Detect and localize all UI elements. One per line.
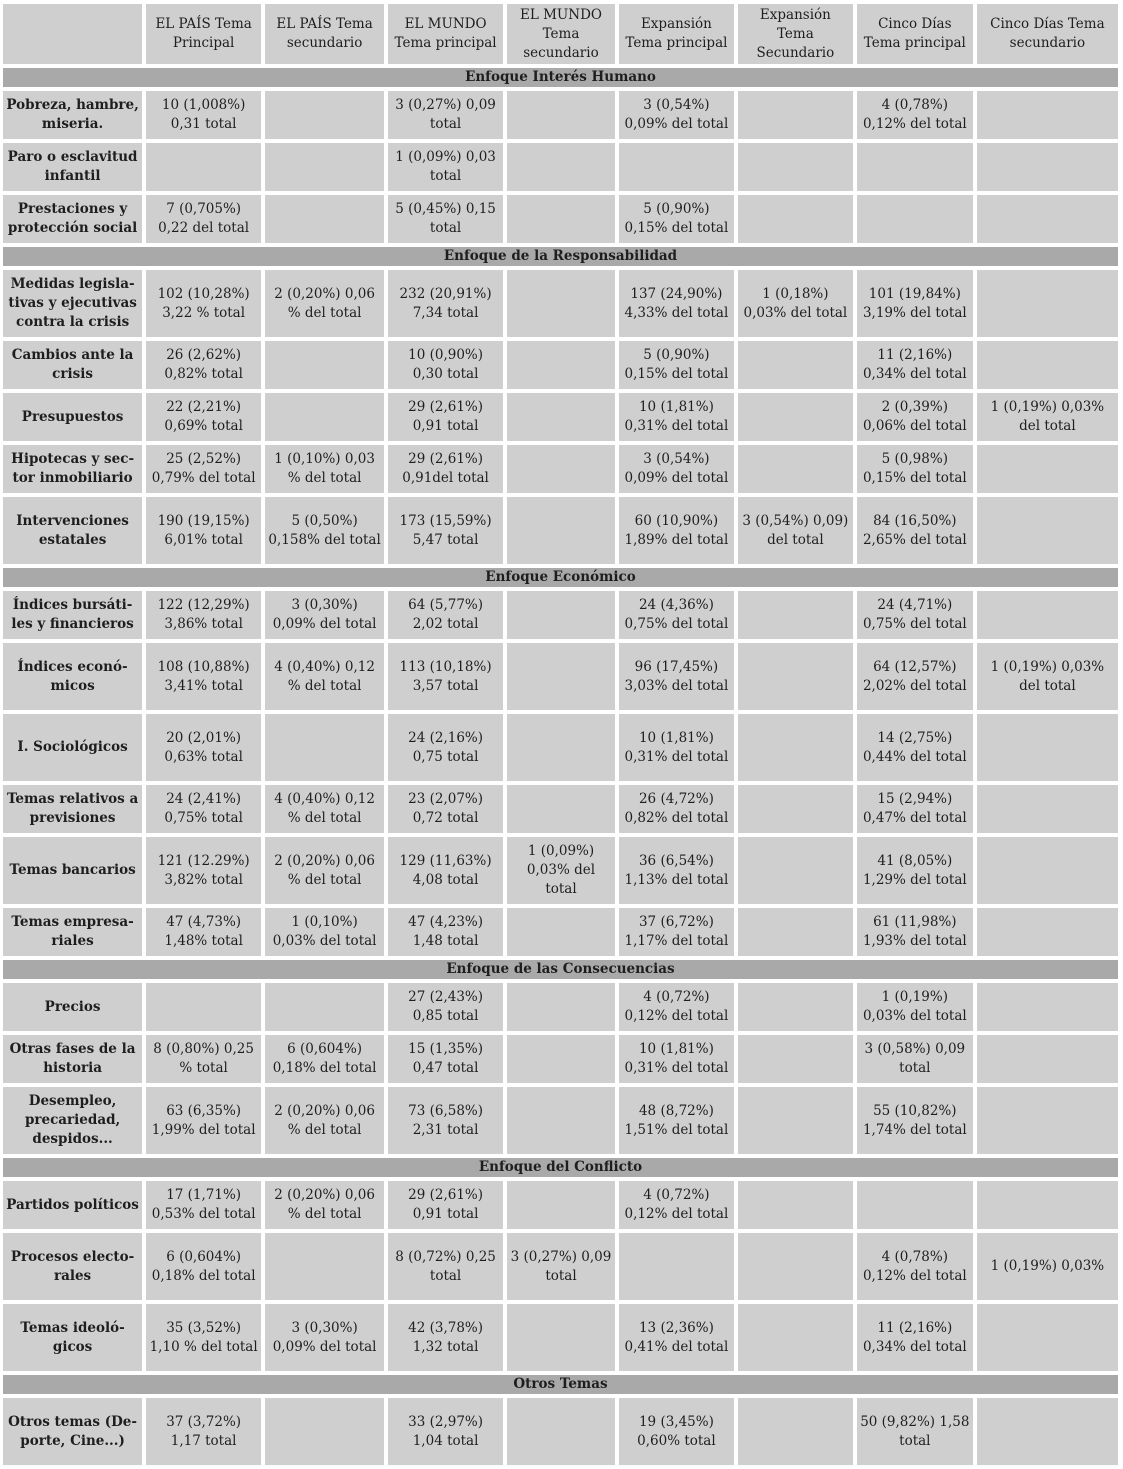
table-cell: 25 (2,52%) 0,79% del total bbox=[146, 445, 261, 493]
table-cell: 35 (3,52%) 1,10 % del total bbox=[146, 1304, 261, 1371]
table-cell bbox=[507, 1398, 615, 1465]
table-cell: 5 (0,45%) 0,15 total bbox=[388, 195, 503, 243]
table-cell bbox=[977, 1304, 1118, 1371]
table-cell: 6 (0,604%) 0,18% del total bbox=[146, 1233, 261, 1300]
table-cell: 33 (2,97%) 1,04 total bbox=[388, 1398, 503, 1465]
table-cell bbox=[507, 1304, 615, 1371]
table-cell: 1 (0,10%) 0,03 % del total bbox=[265, 445, 384, 493]
table-cell: 63 (6,35%) 1,99% del total bbox=[146, 1087, 261, 1154]
table-cell bbox=[738, 785, 853, 833]
table-cell: 5 (0,90%) 0,15% del total bbox=[619, 341, 734, 389]
table-cell: 37 (3,72%) 1,17 total bbox=[146, 1398, 261, 1465]
table-cell: 122 (12,29%) 3,86% total bbox=[146, 591, 261, 639]
row-label: Desempleo, precariedad, despidos... bbox=[3, 1087, 142, 1154]
table-cell bbox=[619, 143, 734, 191]
table-row bbox=[3, 270, 1118, 337]
table-cell bbox=[738, 393, 853, 441]
table-cell: 121 (12.29%) 3,82% total bbox=[146, 837, 261, 904]
table-cell: 10 (1,008%) 0,31 total bbox=[146, 91, 261, 139]
row-label: Precios bbox=[3, 983, 142, 1031]
table-cell bbox=[507, 497, 615, 564]
table-cell bbox=[507, 1181, 615, 1229]
table-cell: 101 (19,84%) 3,19% del total bbox=[857, 270, 973, 337]
table-cell bbox=[977, 341, 1118, 389]
row-label: Otros temas (De-porte, Cine...) bbox=[3, 1398, 142, 1465]
table-cell bbox=[265, 1233, 384, 1300]
table-cell: 8 (0,72%) 0,25 total bbox=[388, 1233, 503, 1300]
table-cell: 50 (9,82%) 1,58 total bbox=[857, 1398, 973, 1465]
table-cell bbox=[507, 341, 615, 389]
table-cell: 5 (0,50%) 0,158% del total bbox=[265, 497, 384, 564]
table-cell bbox=[738, 983, 853, 1031]
table-cell: 4 (0,78%) 0,12% del total bbox=[857, 91, 973, 139]
table-cell: 36 (6,54%) 1,13% del total bbox=[619, 837, 734, 904]
table-row bbox=[3, 1233, 1118, 1300]
table-cell: 20 (2,01%) 0,63% total bbox=[146, 714, 261, 781]
section-title: Enfoque Interés Humano bbox=[3, 68, 1118, 87]
header-cell: EL MUNDO Tema principal bbox=[388, 4, 503, 64]
table-cell: 15 (1,35%) 0,47 total bbox=[388, 1035, 503, 1083]
table-cell: 96 (17,45%) 3,03% del total bbox=[619, 643, 734, 710]
table-cell bbox=[507, 1035, 615, 1083]
table-cell: 1 (0,10%) 0,03% del total bbox=[265, 908, 384, 956]
table-cell: 102 (10,28%) 3,22 % total bbox=[146, 270, 261, 337]
section-header-row bbox=[3, 68, 1118, 87]
table-body bbox=[3, 68, 1118, 1465]
table-cell bbox=[977, 908, 1118, 956]
table-cell: 55 (10,82%) 1,74% del total bbox=[857, 1087, 973, 1154]
table-row bbox=[3, 1181, 1118, 1229]
section-header-row bbox=[3, 568, 1118, 587]
table-row bbox=[3, 785, 1118, 833]
table-cell: 4 (0,40%) 0,12 % del total bbox=[265, 785, 384, 833]
header-cell: Expansión Tema principal bbox=[619, 4, 734, 64]
table-cell bbox=[738, 837, 853, 904]
table-cell bbox=[738, 1181, 853, 1229]
table-cell: 3 (0,27%) 0,09 total bbox=[388, 91, 503, 139]
table-cell: 8 (0,80%) 0,25 % total bbox=[146, 1035, 261, 1083]
table-cell bbox=[977, 1398, 1118, 1465]
table-cell: 10 (1,81%) 0,31% del total bbox=[619, 393, 734, 441]
table-cell: 1 (0,19%) 0,03% del total bbox=[977, 393, 1118, 441]
table-cell bbox=[738, 1087, 853, 1154]
table-cell: 3 (0,30%) 0,09% del total bbox=[265, 591, 384, 639]
table-cell bbox=[507, 1087, 615, 1154]
table-cell: 73 (6,58%) 2,31 total bbox=[388, 1087, 503, 1154]
table-cell bbox=[977, 143, 1118, 191]
table-cell: 1 (0,09%) 0,03 total bbox=[388, 143, 503, 191]
table-cell: 41 (8,05%) 1,29% del total bbox=[857, 837, 973, 904]
header-row bbox=[3, 4, 1118, 64]
table-cell: 1 (0,19%) 0,03% bbox=[977, 1233, 1118, 1300]
table-cell bbox=[507, 643, 615, 710]
table-cell bbox=[977, 91, 1118, 139]
row-label: Índices econó-micos bbox=[3, 643, 142, 710]
table-cell bbox=[857, 143, 973, 191]
table-cell: 13 (2,36%) 0,41% del total bbox=[619, 1304, 734, 1371]
table-cell: 10 (0,90%) 0,30 total bbox=[388, 341, 503, 389]
table-cell: 3 (0,54%) 0,09% del total bbox=[619, 445, 734, 493]
table-cell: 3 (0,30%) 0,09% del total bbox=[265, 1304, 384, 1371]
header-cell: Cinco Días Tema principal bbox=[857, 4, 973, 64]
table-cell: 173 (15,59%) 5,47 total bbox=[388, 497, 503, 564]
table-cell bbox=[977, 1181, 1118, 1229]
table-cell: 7 (0,705%) 0,22 del total bbox=[146, 195, 261, 243]
table-cell: 5 (0,90%) 0,15% del total bbox=[619, 195, 734, 243]
table-cell: 3 (0,54%) 0,09% del total bbox=[619, 91, 734, 139]
table-cell bbox=[738, 143, 853, 191]
section-header-row bbox=[3, 960, 1118, 979]
table-cell bbox=[977, 270, 1118, 337]
table-cell: 84 (16,50%) 2,65% del total bbox=[857, 497, 973, 564]
table-cell: 2 (0,39%) 0,06% del total bbox=[857, 393, 973, 441]
section-title: Otros Temas bbox=[3, 1375, 1118, 1394]
table-cell bbox=[977, 785, 1118, 833]
table-cell: 19 (3,45%) 0,60% total bbox=[619, 1398, 734, 1465]
table-cell: 48 (8,72%) 1,51% del total bbox=[619, 1087, 734, 1154]
table-cell bbox=[507, 270, 615, 337]
table-cell bbox=[977, 983, 1118, 1031]
table-cell: 10 (1,81%) 0,31% del total bbox=[619, 1035, 734, 1083]
table-cell: 4 (0,72%) 0,12% del total bbox=[619, 983, 734, 1031]
table-cell bbox=[738, 341, 853, 389]
row-label: Medidas legisla-tivas y ejecutivas contra la crisis bbox=[3, 270, 142, 337]
row-label: Temas empresa-riales bbox=[3, 908, 142, 956]
section-title: Enfoque de la Responsabilidad bbox=[3, 247, 1118, 266]
table-cell bbox=[977, 1087, 1118, 1154]
table-cell: 3 (0,58%) 0,09 total bbox=[857, 1035, 973, 1083]
table-cell: 5 (0,98%) 0,15% del total bbox=[857, 445, 973, 493]
table-row bbox=[3, 1304, 1118, 1371]
table-row bbox=[3, 1035, 1118, 1083]
table-cell bbox=[977, 1035, 1118, 1083]
table-cell: 64 (12,57%) 2,02% del total bbox=[857, 643, 973, 710]
table-cell: 29 (2,61%) 0,91 total bbox=[388, 1181, 503, 1229]
table-cell: 26 (2,62%) 0,82% total bbox=[146, 341, 261, 389]
table-cell: 17 (1,71%) 0,53% del total bbox=[146, 1181, 261, 1229]
table-cell: 24 (2,41%) 0,75% total bbox=[146, 785, 261, 833]
table-cell bbox=[977, 591, 1118, 639]
row-label: Cambios ante la crisis bbox=[3, 341, 142, 389]
header-cell: EL PAÍS Tema secundario bbox=[265, 4, 384, 64]
row-label: Temas bancarios bbox=[3, 837, 142, 904]
table-cell bbox=[857, 1181, 973, 1229]
table-cell: 47 (4,73%) 1,48% total bbox=[146, 908, 261, 956]
table-cell bbox=[738, 195, 853, 243]
table-cell bbox=[507, 393, 615, 441]
table-cell: 24 (4,71%) 0,75% del total bbox=[857, 591, 973, 639]
table-cell bbox=[507, 983, 615, 1031]
table-cell bbox=[738, 91, 853, 139]
table-cell bbox=[507, 908, 615, 956]
table-cell: 37 (6,72%) 1,17% del total bbox=[619, 908, 734, 956]
table-cell bbox=[738, 714, 853, 781]
table-cell: 6 (0,604%) 0,18% del total bbox=[265, 1035, 384, 1083]
section-header-row bbox=[3, 1375, 1118, 1394]
table-row bbox=[3, 1087, 1118, 1154]
table-cell bbox=[507, 714, 615, 781]
row-label: Temas ideoló-gicos bbox=[3, 1304, 142, 1371]
table-cell bbox=[507, 195, 615, 243]
row-label: Hipotecas y sec-tor inmobiliario bbox=[3, 445, 142, 493]
table-cell: 42 (3,78%) 1,32 total bbox=[388, 1304, 503, 1371]
table-cell: 27 (2,43%) 0,85 total bbox=[388, 983, 503, 1031]
table-row bbox=[3, 497, 1118, 564]
table-cell bbox=[265, 983, 384, 1031]
table-cell: 2 (0,20%) 0,06 % del total bbox=[265, 1087, 384, 1154]
table-cell: 3 (0,54%) 0,09) del total bbox=[738, 497, 853, 564]
table-cell: 23 (2,07%) 0,72 total bbox=[388, 785, 503, 833]
table-cell bbox=[977, 714, 1118, 781]
row-label: Partidos políticos bbox=[3, 1181, 142, 1229]
row-label: Temas relativos a previsiones bbox=[3, 785, 142, 833]
table-cell: 10 (1,81%) 0,31% del total bbox=[619, 714, 734, 781]
table-cell: 3 (0,27%) 0,09 total bbox=[507, 1233, 615, 1300]
table-cell: 29 (2,61%) 0,91 total bbox=[388, 393, 503, 441]
table-row bbox=[3, 643, 1118, 710]
table-row bbox=[3, 445, 1118, 493]
table-cell bbox=[738, 1304, 853, 1371]
table-cell bbox=[738, 908, 853, 956]
row-label: Prestaciones y protección social bbox=[3, 195, 142, 243]
header-cell-empty bbox=[3, 4, 142, 64]
row-label: I. Sociológicos bbox=[3, 714, 142, 781]
table-cell: 15 (2,94%) 0,47% del total bbox=[857, 785, 973, 833]
header-cell: Expansión Tema Secundario bbox=[738, 4, 853, 64]
row-label: Presupuestos bbox=[3, 393, 142, 441]
table-cell bbox=[265, 393, 384, 441]
row-label: Pobreza, hambre, miseria. bbox=[3, 91, 142, 139]
header-cell: EL PAÍS Tema Principal bbox=[146, 4, 261, 64]
table-cell: 64 (5,77%) 2,02 total bbox=[388, 591, 503, 639]
table-cell bbox=[265, 143, 384, 191]
table-cell: 190 (19,15%) 6,01% total bbox=[146, 497, 261, 564]
section-title: Enfoque Económico bbox=[3, 568, 1118, 587]
table-row bbox=[3, 983, 1118, 1031]
header-cell: Cinco Días Tema secundario bbox=[977, 4, 1118, 64]
table-cell: 47 (4,23%) 1,48 total bbox=[388, 908, 503, 956]
table-cell: 2 (0,20%) 0,06 % del total bbox=[265, 837, 384, 904]
section-title: Enfoque de las Consecuencias bbox=[3, 960, 1118, 979]
table-cell: 22 (2,21%) 0,69% total bbox=[146, 393, 261, 441]
table-row bbox=[3, 1398, 1118, 1465]
table-cell: 1 (0,09%) 0,03% del total bbox=[507, 837, 615, 904]
table-cell: 232 (20,91%) 7,34 total bbox=[388, 270, 503, 337]
table-cell: 113 (10,18%) 3,57 total bbox=[388, 643, 503, 710]
table-cell bbox=[977, 497, 1118, 564]
table-cell bbox=[507, 91, 615, 139]
table-cell: 2 (0,20%) 0,06 % del total bbox=[265, 270, 384, 337]
table-cell bbox=[265, 714, 384, 781]
table-cell bbox=[977, 837, 1118, 904]
section-header-row bbox=[3, 247, 1118, 266]
table-cell bbox=[265, 1398, 384, 1465]
table-cell: 129 (11,63%) 4,08 total bbox=[388, 837, 503, 904]
table-cell: 29 (2,61%) 0,91del total bbox=[388, 445, 503, 493]
table-cell bbox=[738, 591, 853, 639]
table-cell bbox=[977, 195, 1118, 243]
table-row bbox=[3, 908, 1118, 956]
table-cell bbox=[738, 1035, 853, 1083]
table-cell bbox=[507, 143, 615, 191]
table-cell bbox=[507, 591, 615, 639]
table-cell bbox=[265, 195, 384, 243]
table-cell: 4 (0,40%) 0,12 % del total bbox=[265, 643, 384, 710]
table-cell bbox=[146, 983, 261, 1031]
header-cell: EL MUNDO Tema secundario bbox=[507, 4, 615, 64]
table-header bbox=[3, 4, 1118, 64]
table-row bbox=[3, 195, 1118, 243]
table-row bbox=[3, 393, 1118, 441]
table-cell bbox=[146, 143, 261, 191]
table-cell: 61 (11,98%) 1,93% del total bbox=[857, 908, 973, 956]
table-cell: 1 (0,18%) 0,03% del total bbox=[738, 270, 853, 337]
row-label: Intervenciones estatales bbox=[3, 497, 142, 564]
table-cell bbox=[265, 341, 384, 389]
table-cell bbox=[507, 445, 615, 493]
table-cell bbox=[619, 1233, 734, 1300]
row-label: Procesos electo-rales bbox=[3, 1233, 142, 1300]
table-row bbox=[3, 714, 1118, 781]
table-cell bbox=[265, 91, 384, 139]
table-cell: 2 (0,20%) 0,06 % del total bbox=[265, 1181, 384, 1229]
table-cell: 11 (2,16%) 0,34% del total bbox=[857, 341, 973, 389]
table-row bbox=[3, 143, 1118, 191]
table-row bbox=[3, 341, 1118, 389]
table-cell bbox=[738, 643, 853, 710]
table-cell bbox=[738, 1233, 853, 1300]
table-row bbox=[3, 91, 1118, 139]
table-cell: 26 (4,72%) 0,82% del total bbox=[619, 785, 734, 833]
row-label: Índices bursáti-les y financieros bbox=[3, 591, 142, 639]
table-cell bbox=[507, 785, 615, 833]
table-cell: 1 (0,19%) 0,03% del total bbox=[857, 983, 973, 1031]
table-cell: 137 (24,90%) 4,33% del total bbox=[619, 270, 734, 337]
table-cell: 108 (10,88%) 3,41% total bbox=[146, 643, 261, 710]
row-label: Paro o esclavitud infantil bbox=[3, 143, 142, 191]
table-cell: 60 (10,90%) 1,89% del total bbox=[619, 497, 734, 564]
row-label: Otras fases de la historia bbox=[3, 1035, 142, 1083]
table-row bbox=[3, 591, 1118, 639]
table-cell bbox=[738, 445, 853, 493]
table-cell: 24 (2,16%) 0,75 total bbox=[388, 714, 503, 781]
table-cell: 4 (0,78%) 0,12% del total bbox=[857, 1233, 973, 1300]
table-cell bbox=[738, 1398, 853, 1465]
table-cell bbox=[857, 195, 973, 243]
table-cell: 1 (0,19%) 0,03% del total bbox=[977, 643, 1118, 710]
table-cell: 11 (2,16%) 0,34% del total bbox=[857, 1304, 973, 1371]
table-cell: 24 (4,36%) 0,75% del total bbox=[619, 591, 734, 639]
table-row bbox=[3, 837, 1118, 904]
table-cell: 4 (0,72%) 0,12% del total bbox=[619, 1181, 734, 1229]
section-title: Enfoque del Conflicto bbox=[3, 1158, 1118, 1177]
table-cell bbox=[977, 445, 1118, 493]
table-cell: 14 (2,75%) 0,44% del total bbox=[857, 714, 973, 781]
section-header-row bbox=[3, 1158, 1118, 1177]
